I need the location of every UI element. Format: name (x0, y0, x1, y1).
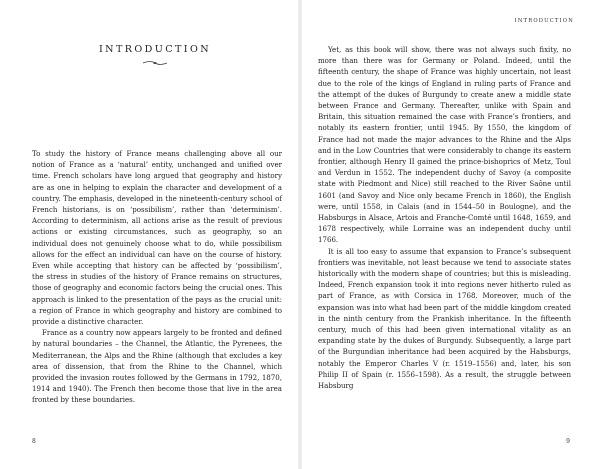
chapter-title: INTRODUCTION (98, 44, 212, 55)
paragraph: France as a country now appears largely to be fronted and defined by natural boundaries – the Channel, the Atlantic, the Pyrenees, the Mediterranean, the Alps and the Rhine (although that excludes a key area of dissension, that from the Rhine to the Channel, which provided the invasion routes followed by the Germans in 1792, 1870, 1914 and 1940). The French then become those that live in the area fronted by these boundaries. (32, 328, 282, 405)
paragraph: Yet, as this book will show, there was not always such fixity, no more than there was for Germany or Poland. Indeed, until the fifteenth century, the shape of France was highly uncertain, not least due to the role of the kings of England in ruling parts of France and the attempt of the dukes of Burgundy to create anew a middle state between France and Germany. Thereafter, unlike with Spain and Britain, this situation remained the case with France’s frontiers, and notably its eastern frontier, until 1945. By 1550, the kingdom of France had not made the major advances to the Rhine and the Alps and in the Low Countries that were considerably to change its eastern frontier, although Henry II gained the prince-bishoprics of Metz, Toul and Verdun in 1552. The independent duchy of Savoy (a composite state with Piedmont and Nice) still reached to the River Saône until 1601 (and Savoy and Nice only became French in 1860), the English were, until 1558, in Calais (and in 1544–50 in Boulogne), and the Habsburgs in Alsace, Artois and Franche-Comté until 1648, 1659, and 1678 respectively, while Lorraine was an independent duchy until 1766. (318, 45, 571, 245)
fleuron-icon (142, 60, 168, 66)
right-page (302, 0, 600, 469)
page-number: 8 (32, 438, 36, 445)
left-body-text (32, 148, 282, 406)
paragraph: It is all too easy to assume that expansion to France’s subsequent frontiers was inevitable, not least because we tend to associate states historically with the modern shape of countries; but this is misleading. Indeed, French expansion took it into regions never hitherto ruled as part of France, as with Corsica in 1768. Moreover, much of the expansion was into what had been part of the middle kingdom created in the ninth century from the Frankish inheritance. In the fifteenth century, much of this had been given international vitality as an expanding state by the dukes of Burgundy. Subsequently, a large part of the Burgundian inheritance had been acquired by the Habsburgs, notably the Emperor Charles V (r. 1519–1556) and, later, his son Philip II of Spain (r. 1556–1598). As a result, the struggle between Habsburg (318, 246, 571, 391)
page-number: 9 (566, 438, 570, 445)
left-page (0, 0, 298, 469)
paragraph: To study the history of France means challenging above all our notion of France as a ‘natural’ entity, unchanged and unified over time. French scholars have long argued that geography and history are as one in helping to explain the character and development of a country. The emphasis, developed in the nineteenth-century school of French historians, is on ‘possibilism’, rather than ‘determinism’. According to determinism, all actions arise as the result of previous actions or existing circumstances, such as geography, so an individual does not genuinely choose what to do, while possibilism allows for the effect an individual can have on the course of history. Even while accepting that history can be affected by ‘possibilism’, the stress in studies of the history of France remains on structures, those of geography and economic factors being the crucial ones. This approach is linked to the presentation of the pays as the crucial unit: a region of France in which geography and history are combined to provide a distinctive character. (32, 149, 282, 327)
right-body-text (318, 44, 571, 391)
running-head: INTRODUCTION (514, 18, 574, 24)
